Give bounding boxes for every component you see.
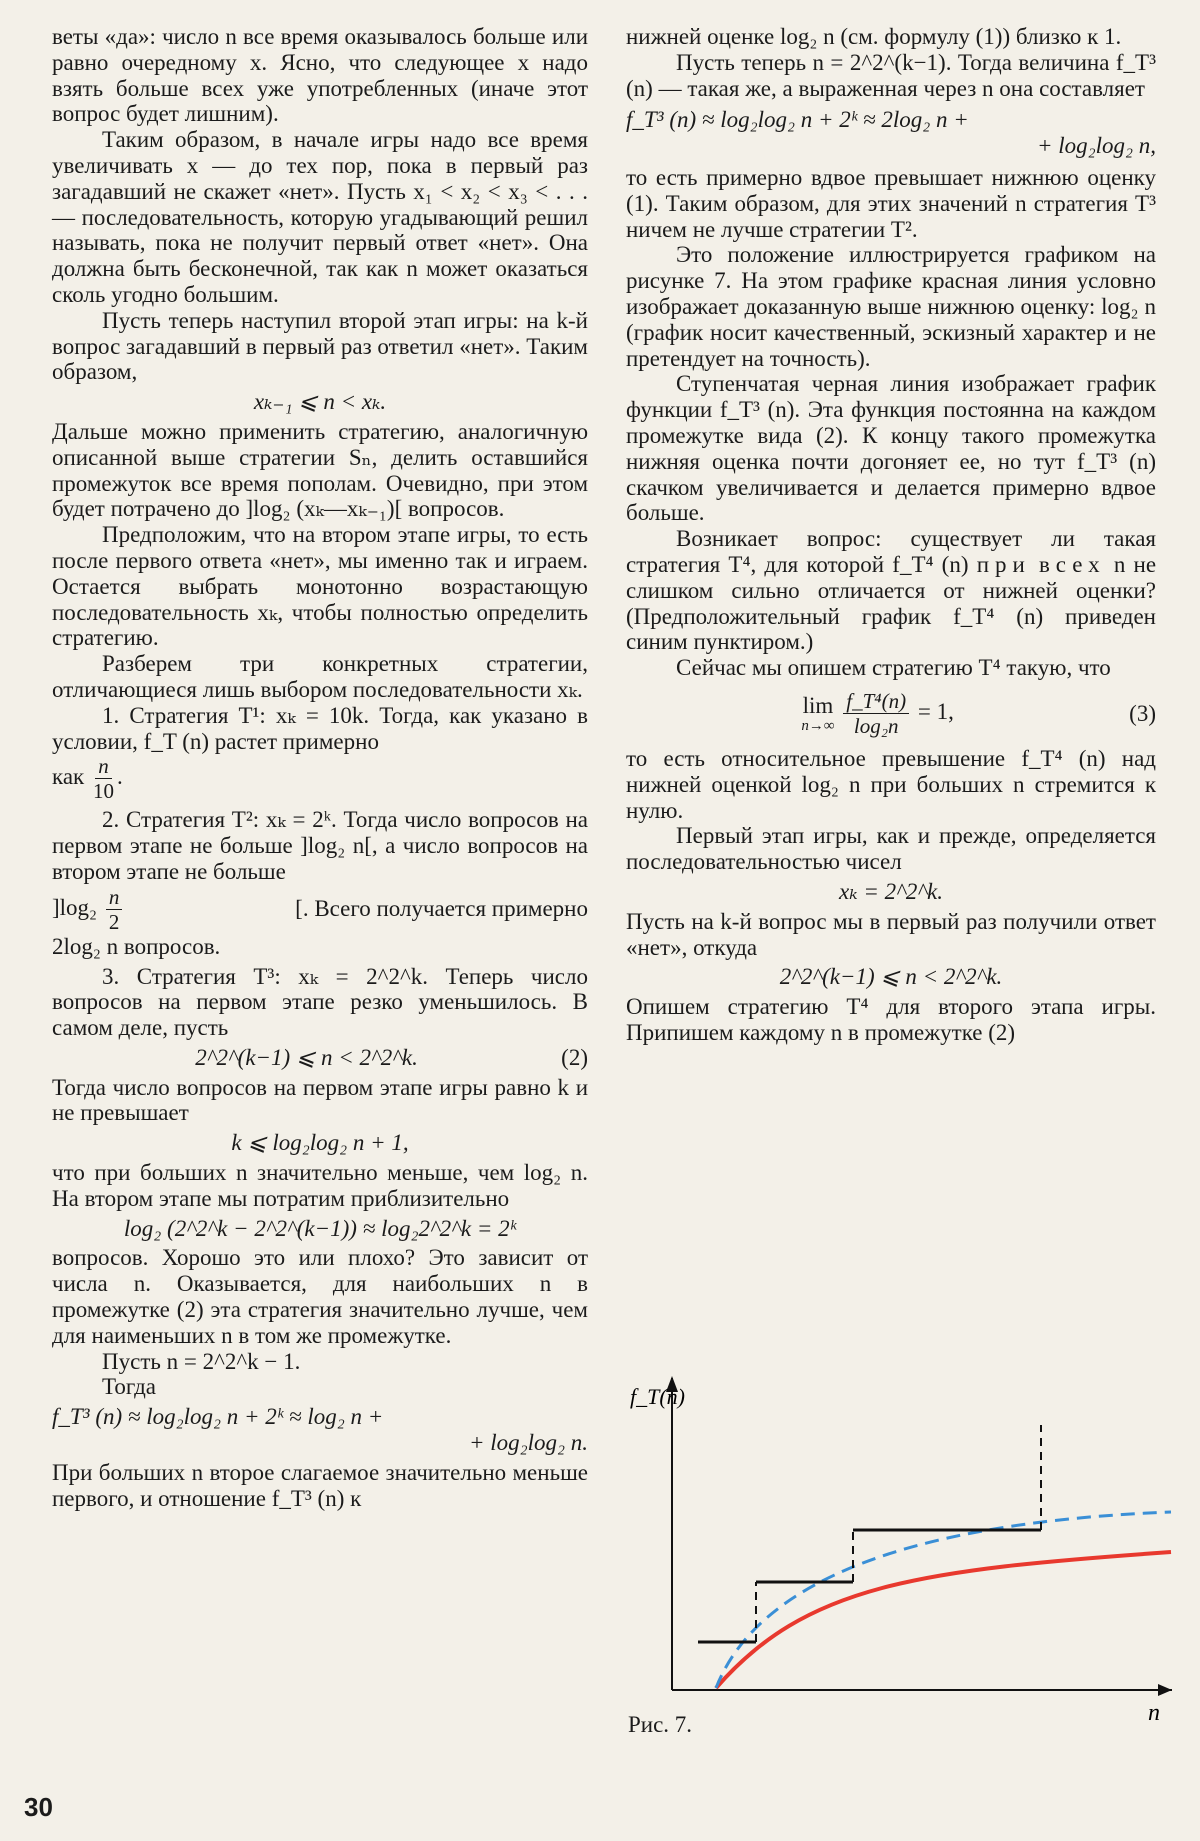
left-formula-1: xₖ₋₁ ⩽ n < xₖ. — [253, 389, 387, 415]
left-p14: Тогда — [102, 1374, 157, 1400]
left-p7b: как $\frac{n}{10}$ . — [52, 754, 123, 804]
left-formula-2: 2^2^(k−1) ⩽ n < 2^2^k. — [195, 1044, 418, 1070]
right-p5: Ступенчатая черная линия изображает график функции f_T³ (n). Эта функция постоянна на каждом промежутке вида (2). К концу такого промежутка нижняя оценка почти догоняет ее, но тут f_T³ (n) скачком увеличивается и делается примерно вдвое больше. — [626, 371, 1156, 526]
left-p8b-den: 2 — [108, 909, 120, 934]
right-p6b: n не слишком сильно отличается от нижней оценки? (Предположительный график f_T⁴ (n) приведен синим пунктиром.) — [626, 551, 1157, 655]
left-p8b — [52, 885, 588, 934]
left-p8b-post: [. Всего получается примерно — [295, 896, 588, 922]
left-p9: 3. Стратегия T³: xₖ = 2^2^k. Теперь число вопросов на первом этапе резко уменьшилось. В самом деле, пусть — [52, 963, 588, 1041]
left-p1: веты «да»: число n все время оказывалось больше или равно очередному x. Ясно, что следующее x надо взять больше всех уже употребленных (иначе этот вопрос будет лишним). — [52, 24, 588, 127]
left-p8: 2. Стратегия T²: xₖ = 2ᵏ. Тогда число вопросов на первом этапе не больше ]log₂ n[, а число вопросов на втором этапе не больше — [52, 807, 588, 884]
right-p4: Это положение иллюстрируется графиком на рисунке 7. На этом графике красная линия условно изображает доказанную выше нижнюю оценку: log₂ n (график носит качественный, эскизный характер и не претендует на точность). — [626, 242, 1156, 371]
right-p11: Опишем стратегию T⁴ для второго этапа игры. Припишем каждому n в промежутке (2) — [626, 994, 1156, 1045]
left-p2: Таким образом, в начале игры надо все время увеличивать x — до тех пор, пока в первый раз загадавший не скажет «нет». Пусть x₁ < x₂ < x₃ < . . . — последовательность, которую угадывающий решил называть, пока не получит первый ответ «нет». Она должна быть бесконечной, так как n может оказаться сколь угодно большим. — [52, 127, 588, 307]
left-p7b-text: как — [52, 764, 85, 790]
limit-sub: n→∞ — [801, 718, 835, 735]
x-axis-arrow — [1158, 1684, 1172, 1696]
left-p3: Пусть теперь наступил второй этап игры: на k-й вопрос загадавший в первый раз ответил «нет». Таким образом, — [52, 307, 588, 385]
left-p13: Пусть n = 2^2^k − 1. — [102, 1348, 301, 1374]
limit-den: log₂n — [853, 713, 899, 738]
left-formula-4: log₂ (2^2^k − 2^2^(k−1)) ≈ log₂2^2^k = 2ᵏ — [123, 1215, 517, 1241]
right-p10: Пусть на k-й вопрос мы в первый раз получили ответ «нет», откуда — [626, 908, 1156, 960]
axes — [666, 1376, 1172, 1696]
formula-tag-2: (2) — [561, 1044, 588, 1070]
left-p11: что при больших n значительно меньше, чем log₂ n. На втором этапе мы потратим приблизительно — [52, 1160, 588, 1211]
left-p8b-group — [52, 885, 125, 934]
right-p7: Сейчас мы опишем стратегию T⁴ такую, что — [676, 655, 1111, 681]
left-p15: При больших n второе слагаемое значительно меньше первого, и отношение f_T³ (n) к — [52, 1459, 588, 1511]
x-axis-label: n — [1148, 1700, 1160, 1726]
right-p9: Первый этап игры, как и прежде, определяется последовательностью чисел — [626, 823, 1156, 875]
left-p8b-fraction — [106, 885, 123, 934]
limit-lim: lim — [802, 692, 834, 718]
strategy-t4-blue-dashed-curve — [716, 1512, 1171, 1688]
left-column — [52, 24, 588, 1511]
limit-rhs: = 1, — [917, 698, 954, 724]
left-p4: Дальше можно применить стратегию, аналогичную описанной выше стратегии Sₙ, делить оставшийся промежуток все время пополам. Очевидно, при этом будет потрачено до ]log₂ (xₖ—xₖ₋₁)[ вопросов. — [52, 418, 588, 522]
right-p1: нижней оценке log₂ n (см. формулу (1)) близко к 1. — [626, 24, 1122, 49]
right-formula-1a: f_T³ (n) ≈ log₂log₂ n + 2ᵏ ≈ 2log₂ n + — [626, 107, 969, 133]
y-axis-label: f_T(n) — [630, 1384, 685, 1409]
page-number: 30 — [24, 1792, 53, 1822]
left-formula-2-row — [52, 1045, 588, 1071]
left-formula-5b: + log₂log₂ n. — [468, 1430, 588, 1456]
limit-fraction — [843, 689, 909, 738]
right-formula-4: 2^2^(k−1) ⩽ n < 2^2^k. — [779, 964, 1003, 990]
right-formula-2 — [626, 689, 1129, 738]
right-formula-1b: + log₂log₂ n, — [1036, 133, 1156, 159]
left-formula-5a: f_T³ (n) ≈ log₂log₂ n + 2ᵏ ≈ log₂ n + — [52, 1404, 384, 1430]
right-p3: то есть примерно вдвое превышает нижнюю оценку (1). Таким образом, для этих значений n стратегия T³ ничем не лучше стратегии T². — [626, 164, 1156, 242]
figure-caption: Рис. 7. — [628, 1712, 693, 1737]
left-p8c: 2log₂ n вопросов. — [52, 933, 221, 959]
formula-tag-3: (3) — [1129, 700, 1156, 726]
right-p6-spaced-1: при — [976, 551, 1031, 577]
right-formula-3: xₖ = 2^2^k. — [839, 878, 943, 904]
right-formula-2-row — [626, 689, 1156, 738]
left-p8b-pre: ]log₂ — [52, 894, 98, 920]
left-p7: 1. Стратегия T¹: xₖ = 10k. Тогда, как указано в условии, f_T (n) растет примерно — [52, 702, 588, 754]
right-p8: то есть относительное превышение f_T⁴ (n) над нижней оценкой log₂ n при больших n стремится к нулю. — [626, 745, 1156, 823]
left-formula-3: k ⩽ log₂log₂ n + 1, — [231, 1130, 409, 1156]
right-p6a: Возникает вопрос: существует ли такая стратегия T⁴, для которой f_T⁴ (n) — [626, 526, 1156, 577]
left-p12: вопросов. Хорошо это или плохо? Это зависит от числа n. Оказывается, для наибольших n в промежутке (2) эта стратегия значительно лучше, чем для наименьших n в том же промежутке. — [52, 1245, 588, 1348]
limit-num: f_T⁴(n) — [843, 689, 909, 714]
left-p7-den: 10 — [92, 779, 114, 804]
right-p2: Пусть теперь n = 2^2^(k−1). Тогда величина f_T³ (n) — такая же, а выраженная через n она составляет — [626, 49, 1156, 101]
right-p6 — [626, 526, 1156, 655]
strategy-t3-step-function — [698, 1425, 1041, 1642]
left-p5: Предположим, что на втором этапе игры, то есть после первого ответа «нет», мы именно так и играем. Остается выбрать монотонно возрастающую последовательность xₖ, чтобы полностью определить стратегию. — [52, 522, 588, 651]
left-p6: Разберем три конкретных стратегии, отличающиеся лишь выбором последовательности xₖ. — [52, 651, 588, 702]
left-p7-fraction — [93, 754, 114, 803]
limit-operator — [801, 693, 834, 735]
figure-7-graph — [616, 1370, 1176, 1730]
left-p10: Тогда число вопросов на первом этапе игры равно k и не превышает — [52, 1074, 588, 1126]
left-p8b-num: n — [106, 885, 123, 910]
lower-bound-red-curve — [716, 1552, 1171, 1688]
right-p6-spaced-2: всех — [1039, 551, 1106, 577]
left-p7-num: n — [95, 754, 112, 779]
right-column — [626, 24, 1156, 1046]
